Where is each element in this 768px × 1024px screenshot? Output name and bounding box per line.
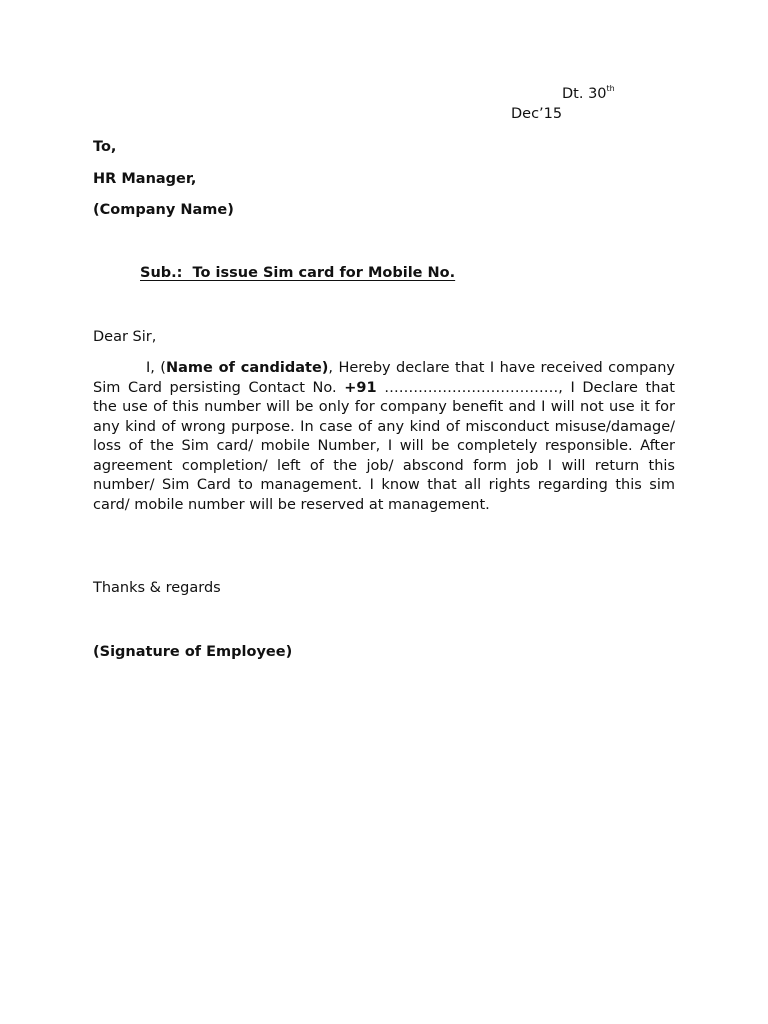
salutation: Dear Sir, bbox=[93, 329, 157, 345]
letter-body bbox=[93, 359, 675, 515]
body-rest: ………………………………, I Declare that the use of this number will be only for company benefit and I will not use it for any kind of wrong purpose. In case of any kind of misconduct misuse/damage/ loss of the Sim card/ mobile Number, I will be completely responsible. After agreement completion/ left of the job/ abscond form job I will return this number/ Sim Card to management. I know that all rights regarding this sim card/ mobile number will be reserved at management. bbox=[93, 379, 675, 513]
date-ordinal: th bbox=[606, 84, 615, 93]
letter-date-month: Dec’15 bbox=[511, 106, 563, 122]
recipient-title: HR Manager, bbox=[93, 171, 197, 187]
signature-placeholder: (Signature of Employee) bbox=[93, 644, 293, 660]
body-mid: , Hereby declare that I have received company Sim Card persisting Contact No. bbox=[93, 360, 675, 396]
letter-subject: Sub.: To issue Sim card for Mobile No. bbox=[140, 265, 456, 281]
closing: Thanks & regards bbox=[93, 580, 221, 596]
country-code: +91 bbox=[344, 379, 377, 396]
letter-date bbox=[562, 86, 615, 102]
to-label: To, bbox=[93, 139, 117, 155]
date-day: Dt. 30 bbox=[562, 86, 607, 102]
recipient-company: (Company Name) bbox=[93, 202, 234, 218]
body-open: I, ( bbox=[146, 360, 166, 376]
candidate-name-placeholder: Name of candidate) bbox=[165, 360, 329, 376]
